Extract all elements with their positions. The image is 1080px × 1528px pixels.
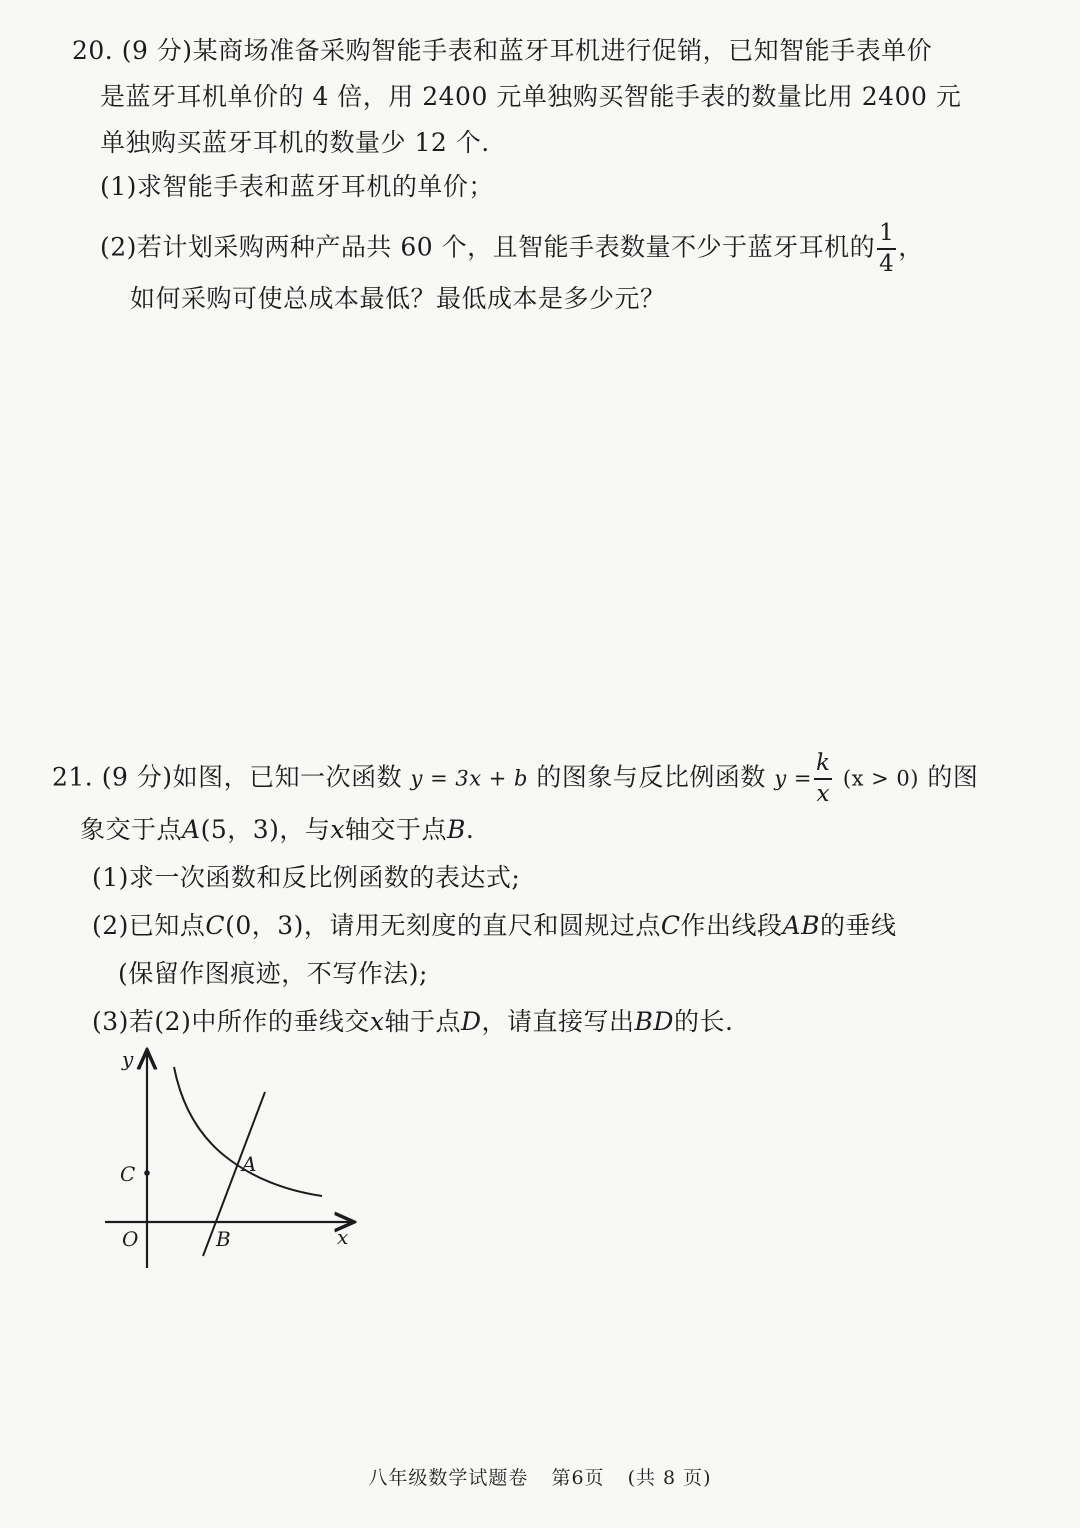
label-x: x <box>337 1225 349 1249</box>
linear-function-equation: y = 3x + b <box>410 766 528 791</box>
x-symbol: x <box>330 815 346 844</box>
fraction-numerator: 1 <box>877 222 896 250</box>
q21-intro: 21. (9 分)如图，已知一次函数 <box>52 762 403 792</box>
fraction-numerator: k <box>814 752 832 780</box>
point-c-dot <box>144 1170 150 1176</box>
label-c: C <box>120 1162 136 1186</box>
label-y: y <box>122 1047 134 1071</box>
label-o: O <box>122 1227 139 1251</box>
footer-total: (共 8 页) <box>627 1467 712 1489</box>
q21-part-2-c: 作出线段 <box>680 911 783 940</box>
fraction-denominator: 4 <box>879 251 895 277</box>
q21-part-2-d: 的垂线 <box>819 911 897 940</box>
q20-part-2-line-2: 如何采购可使总成本最低？最低成本是多少元？ <box>130 284 666 313</box>
q21-part-3-c: ，请直接写出 <box>481 1007 635 1036</box>
q21-part-2-line-2: (保留作图痕迹，不写作法); <box>118 959 428 988</box>
q20-part-2-text: (2)若计划采购两种产品共 60 个，且智能手表数量不少于蓝牙耳机的 <box>100 232 876 262</box>
point-a-label: A <box>182 815 201 844</box>
fraction-denominator: x <box>816 781 830 807</box>
q21-part-3-b: 轴于点 <box>384 1007 461 1036</box>
q21-line-2-end: . <box>465 815 475 844</box>
footer-page: 第6页 <box>551 1467 605 1489</box>
q20-part-1: (1)求智能手表和蓝牙耳机的单价； <box>100 172 494 201</box>
q21-line-2-b: (5，3)，与 <box>200 815 331 844</box>
q21-part-3-d: 的长. <box>673 1007 734 1036</box>
page-footer <box>0 1463 1080 1490</box>
point-d-label: D <box>460 1007 482 1036</box>
point-b-label: B <box>447 815 466 844</box>
q21-intro-c: 的图 <box>927 762 979 792</box>
point-c-label: C <box>205 911 226 940</box>
q21-part-3-a: (3)若(2)中所作的垂线交 <box>92 1007 370 1036</box>
q21-part-2-b: (0，3)，请用无刻度的直尺和圆规过点 <box>225 911 661 940</box>
segment-ab-label: AB <box>782 911 820 940</box>
q21-line-2-a: 象交于点 <box>80 815 183 844</box>
footer-title: 八年级数学试题卷 <box>368 1467 529 1489</box>
x-symbol: x <box>369 1007 385 1036</box>
q20-line-1: 20. (9 分)某商场准备采购智能手表和蓝牙耳机进行促销，已知智能手表单价 <box>72 36 933 65</box>
q20-part-2-end: ， <box>898 232 924 262</box>
q21-part-1: (1)求一次函数和反比例函数的表达式; <box>92 863 521 892</box>
label-a: A <box>242 1152 257 1176</box>
q21-part-2-a: (2)已知点 <box>92 911 206 940</box>
q20-line-3: 单独购买蓝牙耳机的数量少 12 个. <box>100 128 490 157</box>
label-b: B <box>216 1227 231 1251</box>
inverse-function-left: y = <box>774 766 812 791</box>
segment-bd-label: BD <box>634 1007 674 1036</box>
point-c-label: C <box>660 911 681 940</box>
domain-condition: (x > 0) <box>842 766 919 791</box>
q21-line-2-c: 轴交于点 <box>345 815 448 844</box>
q20-line-2: 是蓝牙耳机单价的 4 倍，用 2400 元单独购买智能手表的数量比用 2400 元 <box>100 82 962 111</box>
inverse-proportion-curve <box>174 1067 322 1196</box>
q21-intro-b: 的图象与反比例函数 <box>536 762 766 792</box>
